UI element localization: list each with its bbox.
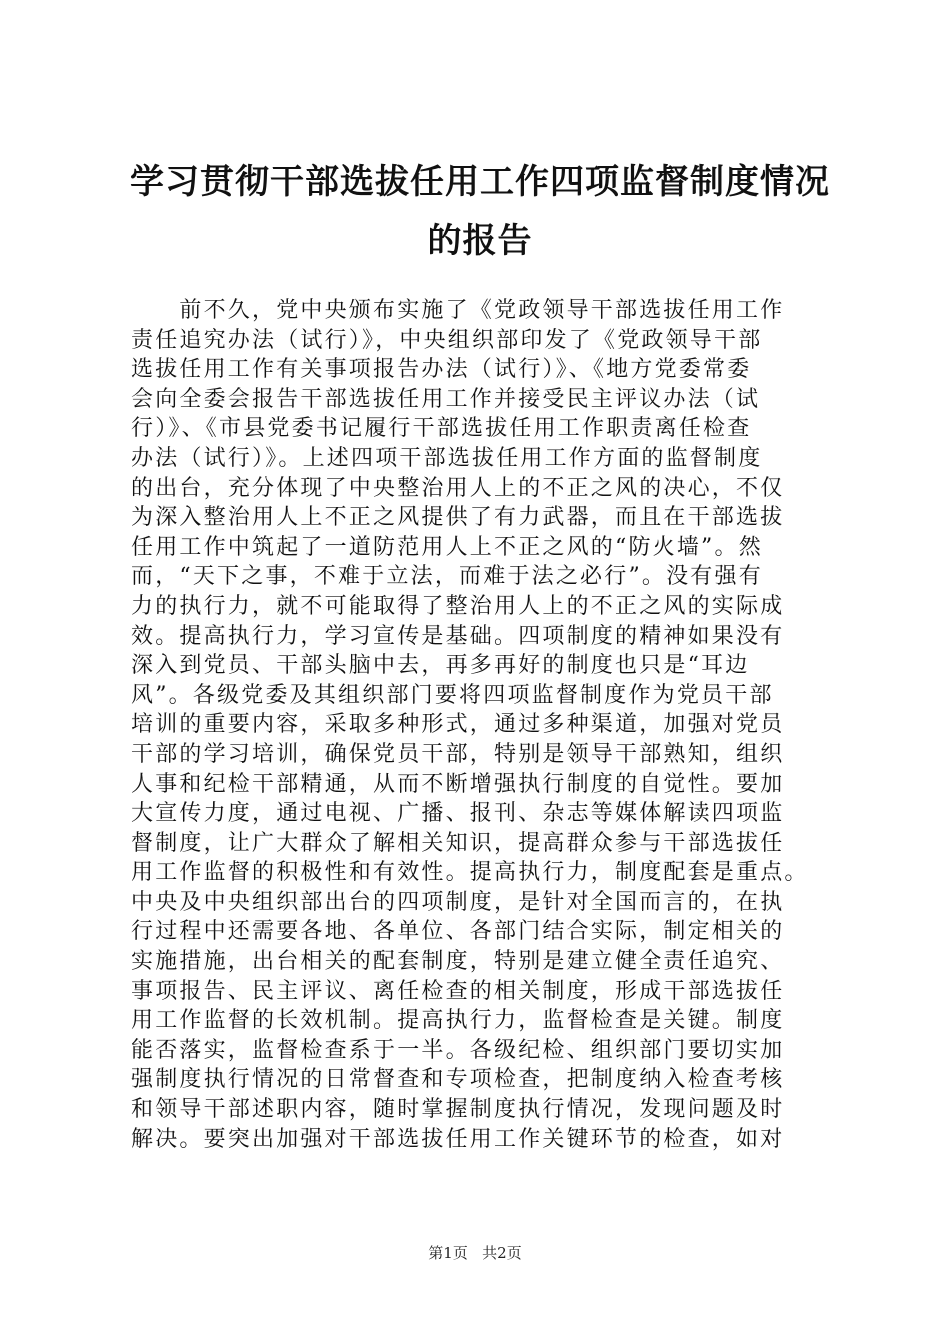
body-line: 督制度，让广大群众了解相关知识，提高群众参与干部选拔任 xyxy=(131,830,785,856)
page-footer xyxy=(0,1244,950,1262)
body-line: 干部的学习培训，确保党员干部，特别是领导干部熟知，组织 xyxy=(131,741,785,767)
body-line: 能否落实，监督检查系于一半。各级纪检、组织部门要切实加 xyxy=(131,1037,785,1063)
body-line: 任用工作中筑起了一道防范用人上不正之风的“防火墙”。然 xyxy=(131,534,763,560)
body-line: 中央及中央组织部出台的四项制度，是针对全国而言的，在执 xyxy=(131,889,785,915)
body-line: 实施措施，出台相关的配套制度，特别是建立健全责任追究、 xyxy=(131,949,785,975)
body-line: 的出台，充分体现了中央整治用人上的不正之风的决心，不仅 xyxy=(131,475,785,501)
body-line: 风”。各级党委及其组织部门要将四项监督制度作为党员干部 xyxy=(131,682,774,708)
body-line: 选拔任用工作有关事项报告办法（试行）》、《地方党委常委 xyxy=(131,357,752,383)
body-line: 为深入整治用人上不正之风提供了有力武器，而且在干部选拔 xyxy=(131,505,785,531)
document-body xyxy=(131,296,861,1154)
body-line: 行）》、《市县党委书记履行干部选拔任用工作职责离任检查 xyxy=(131,416,752,442)
body-line: 深入到党员、干部头脑中去，再多再好的制度也只是“耳边 xyxy=(131,653,750,679)
document-title-line-2: 的报告 xyxy=(427,221,533,261)
body-line: 效。提高执行力，学习宣传是基础。四项制度的精神如果没有 xyxy=(131,623,785,649)
body-line: 前不久，党中央颁布实施了《党政领导干部选拔任用工作 xyxy=(131,298,785,323)
body-line: 用工作监督的积极性和有效性。提高执行力，制度配套是重点。 xyxy=(131,860,809,886)
body-line: 责任追究办法（试行）》，中央组织部印发了《党政领导干部 xyxy=(131,327,763,353)
body-line: 和领导干部述职内容，随时掌握制度执行情况，发现问题及时 xyxy=(131,1097,785,1123)
body-line: 会向全委会报告干部选拔任用工作并接受民主评议办法（试 xyxy=(131,386,761,412)
body-line: 而，“天下之事，不难于立法，而难于法之必行”。没有强有 xyxy=(131,564,763,590)
body-line: 用工作监督的长效机制。提高执行力，监督检查是关键。制度 xyxy=(131,1008,785,1034)
body-line: 解决。要突出加强对干部选拔任用工作关键环节的检查，如对 xyxy=(131,1126,785,1152)
body-line: 大宣传力度，通过电视、广播、报刊、杂志等媒体解读四项监 xyxy=(131,801,785,827)
body-line: 办法（试行）》。上述四项干部选拔任用工作方面的监督制度 xyxy=(131,445,763,471)
page-number: 第1页 xyxy=(428,1244,468,1262)
body-line: 人事和纪检干部精通，从而不断增强执行制度的自觉性。要加 xyxy=(131,771,785,797)
body-line: 强制度执行情况的日常督查和专项检查，把制度纳入检查考核 xyxy=(131,1067,785,1093)
page-total: 共2页 xyxy=(482,1244,522,1262)
body-line: 培训的重要内容，采取多种形式，通过多种渠道，加强对党员 xyxy=(131,712,785,738)
body-line: 事项报告、民主评议、离任检查的相关制度，形成干部选拔任 xyxy=(131,978,785,1004)
body-line: 力的执行力，就不可能取得了整治用人上的不正之风的实际成 xyxy=(131,593,785,619)
document-title-line-1: 学习贯彻干部选拔任用工作四项监督制度情况 xyxy=(130,162,830,202)
body-line: 行过程中还需要各地、各单位、各部门结合实际，制定相关的 xyxy=(131,919,785,945)
